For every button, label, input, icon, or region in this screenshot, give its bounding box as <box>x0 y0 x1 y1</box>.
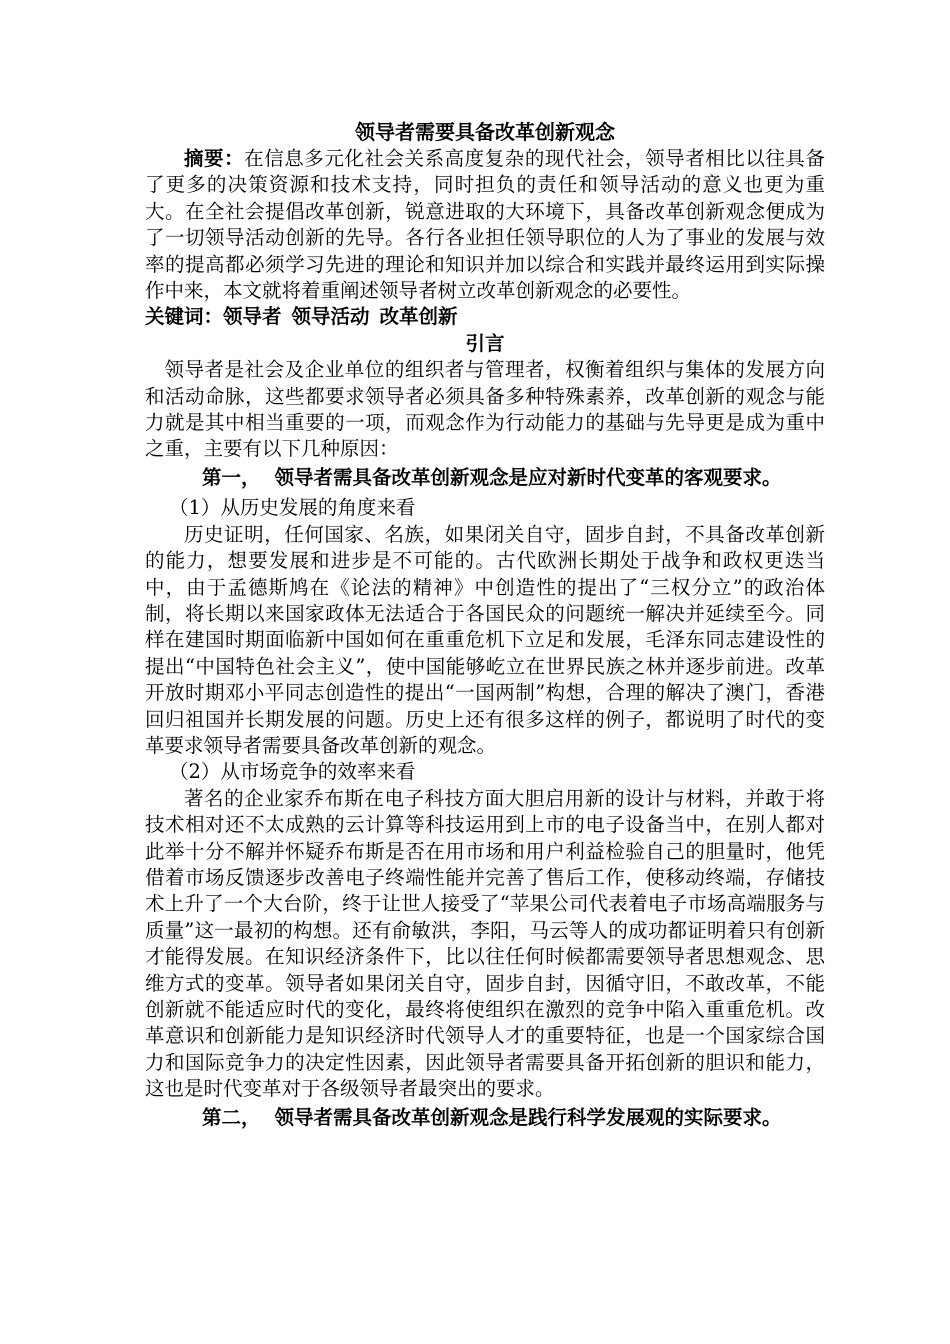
intro-paragraph: 领导者是社会及企业单位的组织者与管理者，权衡着组织与集体的发展方向和活动命脉，这些都要求领导者必须具备多种特殊素养，改革创新的观念与能力就是其中相当重要的一项，而观念作为行动能力的基础与先导更是成为重中之重，主要有以下几种原因： <box>145 358 825 461</box>
abstract-label: 摘要： <box>184 147 245 170</box>
keywords-line <box>145 304 825 330</box>
point-text: 领导者需具备改革创新观念是践行科学发展观的实际要求。 <box>274 1105 782 1129</box>
keyword: 领导活动 <box>291 305 370 329</box>
point-number: 第二， <box>202 1105 261 1129</box>
intro-heading: 引言 <box>465 331 505 355</box>
point-heading-1 <box>145 465 825 491</box>
point-number: 第一， <box>202 465 261 489</box>
keyword: 领导者 <box>223 305 282 329</box>
abstract-text: 在信息多元化社会关系高度复杂的现代社会，领导者相比以往具备了更多的决策资源和技术支持，同时担负的责任和领导活动的意义也更为重大。在全社会提倡改革创新，锐意进取的大环境下，具备改革创新观念便成为了一切领导活动创新的先导。各行各业担任领导职位的人为了事业的发展与效率的提高都必须学习先进的理论和知识并加以综合和实践并最终运用到实际操作中来，本文就将着重阐述领导者树立改革创新观念的必要性。 <box>145 147 825 303</box>
subheading-2: （2）从市场竞争的效率来看 <box>169 760 416 784</box>
body-paragraph-1: 历史证明，任何国家、名族，如果闭关自守，固步自封，不具备改革创新的能力，想要发展和进步是不可能的。古代欧洲长期处于战争和政权更迭当中，由于孟德斯鸠在《论法的精神》中创造性的提出了“三权分立”的政治体制，将长期以来国家政体无法适合于各国民众的问题统一解决并延续至今。同样在建国时期面临新中国如何在重重危机下立足和发展，毛泽东同志建设性的提出“中国特色社会主义”，使中国能够屹立在世界民族之林并逐步前进。改革开放时期邓小平同志创造性的提出“一国两制”构想，合理的解决了澳门，香港回归祖国并长期发展的问题。历史上还有很多这样的例子，都说明了时代的变革要求领导者需要具备改革创新的观念。 <box>145 522 825 757</box>
point-text: 领导者需具备改革创新观念是应对新时代变革的客观要求。 <box>274 465 782 489</box>
document-page <box>145 118 825 1135</box>
document-title: 领导者需要具备改革创新观念 <box>355 120 615 144</box>
point-heading-2 <box>145 1105 825 1131</box>
abstract-paragraph <box>145 146 825 304</box>
body-paragraph-2: 著名的企业家乔布斯在电子科技方面大胆启用新的设计与材料，并敢于将技术相对还不太成熟的云计算等科技运用到上市的电子设备当中，在别人都对此举十分不解并怀疑乔布斯是否在用市场和用户利益检验自己的胆量时，他凭借着市场反馈逐步改善电子终端性能并完善了售后工作，使移动终端，存储技术上升了一个大台阶，终于让世人接受了“苹果公司代表着电子市场高端服务与质量”这一最初的构想。还有俞敏洪，李阳，马云等人的成功都证明着只有创新才能得发展。在知识经济条件下，比以往任何时候都需要领导者思想观念、思维方式的变革。领导者如果闭关自守，固步自封，因循守旧，不敢改革，不能创新就不能适应时代的变化，最终将使组织在激烈的竞争中陷入重重危机。改革意识和创新能力是知识经济时代领导人才的重要特征，也是一个国家综合国力和国际竞争力的决定性因素，因此领导者需要具备开拓创新的胆识和能力，这也是时代变革对于各级领导者最突出的要求。 <box>145 786 825 1101</box>
subheading-1: （1）从历史发展的角度来看 <box>169 496 416 520</box>
keyword: 改革创新 <box>379 305 458 329</box>
keywords-label: 关键词： <box>145 305 224 329</box>
